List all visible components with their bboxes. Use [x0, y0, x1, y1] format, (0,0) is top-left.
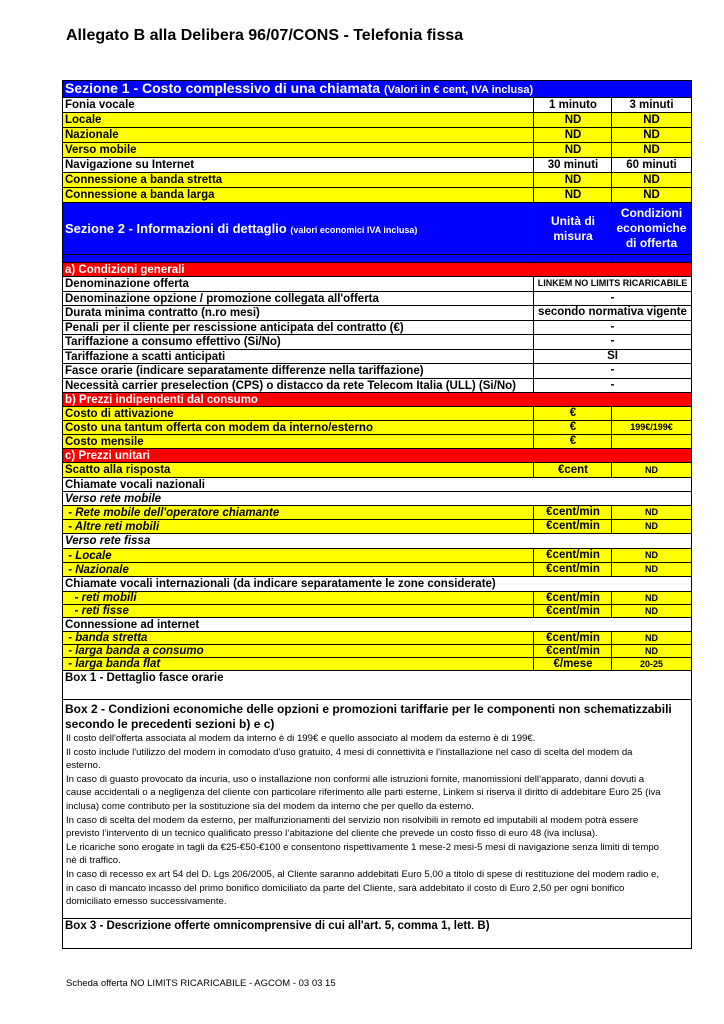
table-row: [62, 321, 692, 336]
row-label: Verso rete fissa: [65, 535, 151, 547]
section-1-note: (Valori in € cent, IVA inclusa): [383, 84, 534, 96]
row-label: Costo di attivazione: [65, 408, 174, 420]
row-label: Durata minima contratto (n.ro mesi): [65, 307, 260, 319]
row-label: Verso mobile: [65, 144, 137, 156]
row-label: - Rete mobile dell'operatore chiamante: [65, 507, 280, 519]
section-1-table: [62, 80, 692, 949]
table-row: [62, 463, 692, 478]
table-row: [62, 435, 692, 449]
row-label: Penali per il cliente per rescissione anticipata del contratto (€): [65, 321, 404, 334]
table-row: [62, 478, 692, 492]
row-label: - reti mobili: [65, 592, 137, 604]
section-c-header: [62, 449, 692, 463]
row-value: ND: [611, 605, 691, 617]
table-row: [62, 421, 692, 435]
table-row: [62, 143, 692, 158]
row-label: - larga banda flat: [65, 658, 161, 670]
table-row: [62, 658, 692, 671]
row-label: Tariffazione a scatti anticipati: [65, 350, 226, 363]
row-value-1: 1 minuto: [533, 98, 612, 112]
row-value: ND: [611, 592, 691, 604]
table-row: [62, 292, 692, 307]
section-b-title: b) Prezzi indipendenti dal consumo: [65, 394, 258, 406]
row-value: -: [533, 335, 691, 349]
row-value: -: [533, 321, 691, 335]
table-row: [62, 350, 692, 365]
box-2-line: in caso di mancato incasso del primo bonifico domiciliato da parte del Cliente, sarà addebitato il costo di Euro 2,50 per ogni bonifico: [66, 882, 625, 894]
row-value: ND: [611, 520, 691, 533]
box-2: [62, 700, 692, 919]
table-row: [62, 492, 692, 506]
box-2-line: domiciliato emesso successivamente.: [66, 896, 227, 908]
section-2-note: (valori economici IVA inclusa): [290, 225, 418, 235]
box-2-line: In caso di scelta del modem da esterno, per malfunzionamenti del servizio non risolvibili in remoto ed imputabili al modem potrà essere: [66, 814, 639, 826]
box-2-line: In caso di recesso ex art 54 del D. Lgs 206/2005, al Cliente saranno addebitati Euro 5,00 a titolo di spese di restituzione del modem radio e,: [66, 868, 660, 880]
row-label: Denominazione offerta: [65, 278, 189, 290]
row-label: Connessione a banda stretta: [65, 174, 223, 186]
table-row: [62, 173, 692, 188]
row-value-2: ND: [611, 173, 691, 187]
table-row: [62, 534, 692, 549]
row-label: Chiamate vocali internazionali (da indicare separatamente le zone considerate): [65, 578, 496, 590]
row-value-1: ND: [533, 113, 612, 127]
table-row: [62, 645, 692, 658]
section-1-title: Sezione 1 - Costo complessivo di una chiamata: [65, 80, 381, 96]
row-value: ND: [611, 563, 691, 576]
row-label: Costo mensile: [65, 436, 144, 448]
row-unit: €: [533, 407, 612, 420]
row-value: ND: [611, 632, 691, 644]
table-row: [62, 128, 692, 143]
row-unit: €cent/min: [533, 592, 612, 604]
row-value: secondo normativa vigente: [533, 306, 691, 320]
box-2-title: secondo le precedenti sezioni b) e c): [65, 717, 275, 731]
row-value-1: ND: [533, 173, 612, 187]
box-2-title: Box 2 - Condizioni economiche delle opzioni e promozioni tariffarie per le componenti non schematizzabili: [65, 702, 672, 716]
section-b-header: [62, 393, 692, 407]
row-value-1: 30 minuti: [533, 158, 612, 172]
row-value: ND: [611, 645, 691, 657]
row-value: ND: [611, 506, 691, 519]
row-label: Fasce orarie (indicare separatamente differenze nella tariffazione): [65, 365, 424, 377]
row-value-2: ND: [611, 143, 691, 157]
page-title: Allegato B alla Delibera 96/07/CONS - Telefonia fissa: [66, 27, 464, 44]
row-value: -: [533, 292, 691, 306]
row-value-2: 3 minuti: [611, 98, 691, 112]
row-value-2: ND: [611, 188, 691, 202]
table-row: [62, 632, 692, 645]
box-2-line: inclusa) come contributo per la sostituzione sia del modem da interno che per quello da esterno.: [66, 800, 474, 812]
table-row: [62, 605, 692, 618]
row-label: Scatto alla risposta: [65, 464, 171, 476]
section-2-title: Sezione 2 - Informazioni di dettaglio: [65, 221, 287, 236]
row-value: -: [533, 364, 691, 378]
box-1: [62, 671, 692, 700]
row-label: - Altre reti mobili: [65, 521, 160, 533]
row-label: - reti fisse: [65, 605, 129, 617]
footer: Scheda offerta NO LIMITS RICARICABILE - AGCOM - 03 03 15: [66, 978, 336, 989]
row-unit: €cent/min: [533, 645, 612, 657]
row-value-2: ND: [611, 128, 691, 142]
section-a-header: [62, 263, 692, 277]
row-unit: €cent/min: [533, 632, 612, 644]
box-2-body: [63, 732, 691, 909]
row-value-1: ND: [533, 143, 612, 157]
section-2-header: [62, 203, 692, 255]
section-c-title: c) Prezzi unitari: [65, 450, 150, 462]
row-label: Necessità carrier preselection (CPS) o distacco da rete Telecom Italia (ULL) (Si/No): [65, 379, 516, 392]
row-label: Fonia vocale: [65, 99, 135, 111]
row-label: Costo una tantum offerta con modem da interno/esterno: [65, 422, 373, 434]
row-label: Nazionale: [65, 129, 119, 141]
table-row: [62, 577, 692, 592]
box-1-title: Box 1 - Dettaglio fasce orarie: [65, 672, 224, 684]
box-2-line: previsto l’intervento di un tecnico qualificato presso l’abitazione del cliente che prevede un costo fisso di euro 48 (iva inclusa).: [66, 828, 598, 840]
table-row: [62, 277, 692, 292]
row-label: Tariffazione a consumo effettivo (Si/No): [65, 336, 281, 348]
col-unit-label: Unità di: [551, 213, 595, 228]
box-2-line: In caso di guasto provocato da incuria, uso o installazione non conformi alle istruzioni fornite, manomissioni dell’apparato, danni dovuti a: [66, 773, 645, 785]
row-value: ND: [611, 549, 691, 562]
row-label: Chiamate vocali nazionali: [65, 479, 205, 491]
section-1-header: [62, 80, 692, 98]
row-label: - Nazionale: [65, 564, 129, 576]
row-label: Verso rete mobile: [65, 493, 162, 505]
row-unit: €cent/min: [533, 506, 612, 519]
table-row: [62, 98, 692, 113]
row-value: SI: [533, 350, 691, 364]
table-row: [62, 407, 692, 421]
row-label: - larga banda a consumo: [65, 645, 204, 657]
row-unit: €: [533, 421, 612, 434]
row-value: LINKEM NO LIMITS RICARICABILE: [533, 277, 691, 291]
row-label: - banda stretta: [65, 632, 148, 644]
table-row: [62, 379, 692, 394]
table-row: [62, 158, 692, 173]
row-unit: €cent: [533, 463, 612, 477]
table-row: [62, 306, 692, 321]
row-value-2: 60 minuti: [611, 158, 691, 172]
row-unit: €cent/min: [533, 605, 612, 617]
row-label: Navigazione su Internet: [65, 159, 195, 171]
col-unit-label: misura: [553, 228, 593, 243]
box-3-title: Box 3 - Descrizione offerte omnicomprensive di cui all'art. 5, comma 1, lett. B): [65, 920, 490, 932]
row-value: 20-25: [611, 658, 691, 670]
row-unit: €cent/min: [533, 549, 612, 562]
table-row: [62, 520, 692, 534]
box-2-line: esterno.: [66, 760, 101, 772]
table-row: [62, 188, 692, 203]
table-row: [62, 549, 692, 563]
section-a-title: a) Condizioni generali: [65, 264, 185, 276]
table-row: [62, 592, 692, 605]
box-2-line: Le ricariche sono erogate in tagli da €25-€50-€100 e consentono rispettivamente 1 mese-2 mesi-5 mesi di navigazione senza limiti di tempo: [66, 841, 660, 853]
row-value: -: [533, 379, 691, 393]
row-label: Denominazione opzione / promozione collegata all'offerta: [65, 292, 379, 305]
row-value: ND: [611, 463, 691, 477]
row-value-1: ND: [533, 188, 612, 202]
row-value-2: ND: [611, 113, 691, 127]
col-conditions-label: economiche: [616, 221, 687, 235]
box-2-line: cause accidentali o a negligenza del cliente con particolare riferimento alle parti esterne, Linkem si riserva il diritto di addebitare Euro 25 (iva: [66, 787, 661, 799]
row-value: [611, 407, 691, 420]
row-label: Connessione a banda larga: [65, 189, 215, 201]
row-unit: €/mese: [533, 658, 612, 670]
box-2-line: Il costo dell'offerta associata al modem da interno è di 199€ e quello associato al modem da esterno è di 199€.: [66, 733, 536, 744]
row-value: [611, 435, 691, 448]
row-label: Connessione ad internet: [65, 619, 200, 631]
section-2-spacer: [62, 255, 692, 263]
box-2-line: Il costo include l'utilizzo del modem in comodato d'uso gratuito, 4 mesi di connettività e l'installazione nel caso di scelta del modem da: [66, 746, 633, 758]
table-row: [62, 364, 692, 379]
table-row: [62, 618, 692, 632]
row-label: Locale: [65, 114, 102, 126]
col-conditions-label: Condizioni: [620, 206, 683, 220]
box-3: [62, 919, 692, 949]
row-value-1: ND: [533, 128, 612, 142]
table-row: [62, 113, 692, 128]
row-label: - Locale: [65, 550, 112, 562]
row-unit: €cent/min: [533, 520, 612, 533]
col-conditions-label: di offerta: [625, 236, 678, 250]
table-row: [62, 563, 692, 577]
table-row: [62, 335, 692, 350]
row-unit: €: [533, 435, 612, 448]
box-2-line: nè di traffico.: [66, 855, 121, 867]
row-value: 199€/199€: [611, 421, 691, 434]
row-unit: €cent/min: [533, 563, 612, 576]
table-row: [62, 506, 692, 520]
